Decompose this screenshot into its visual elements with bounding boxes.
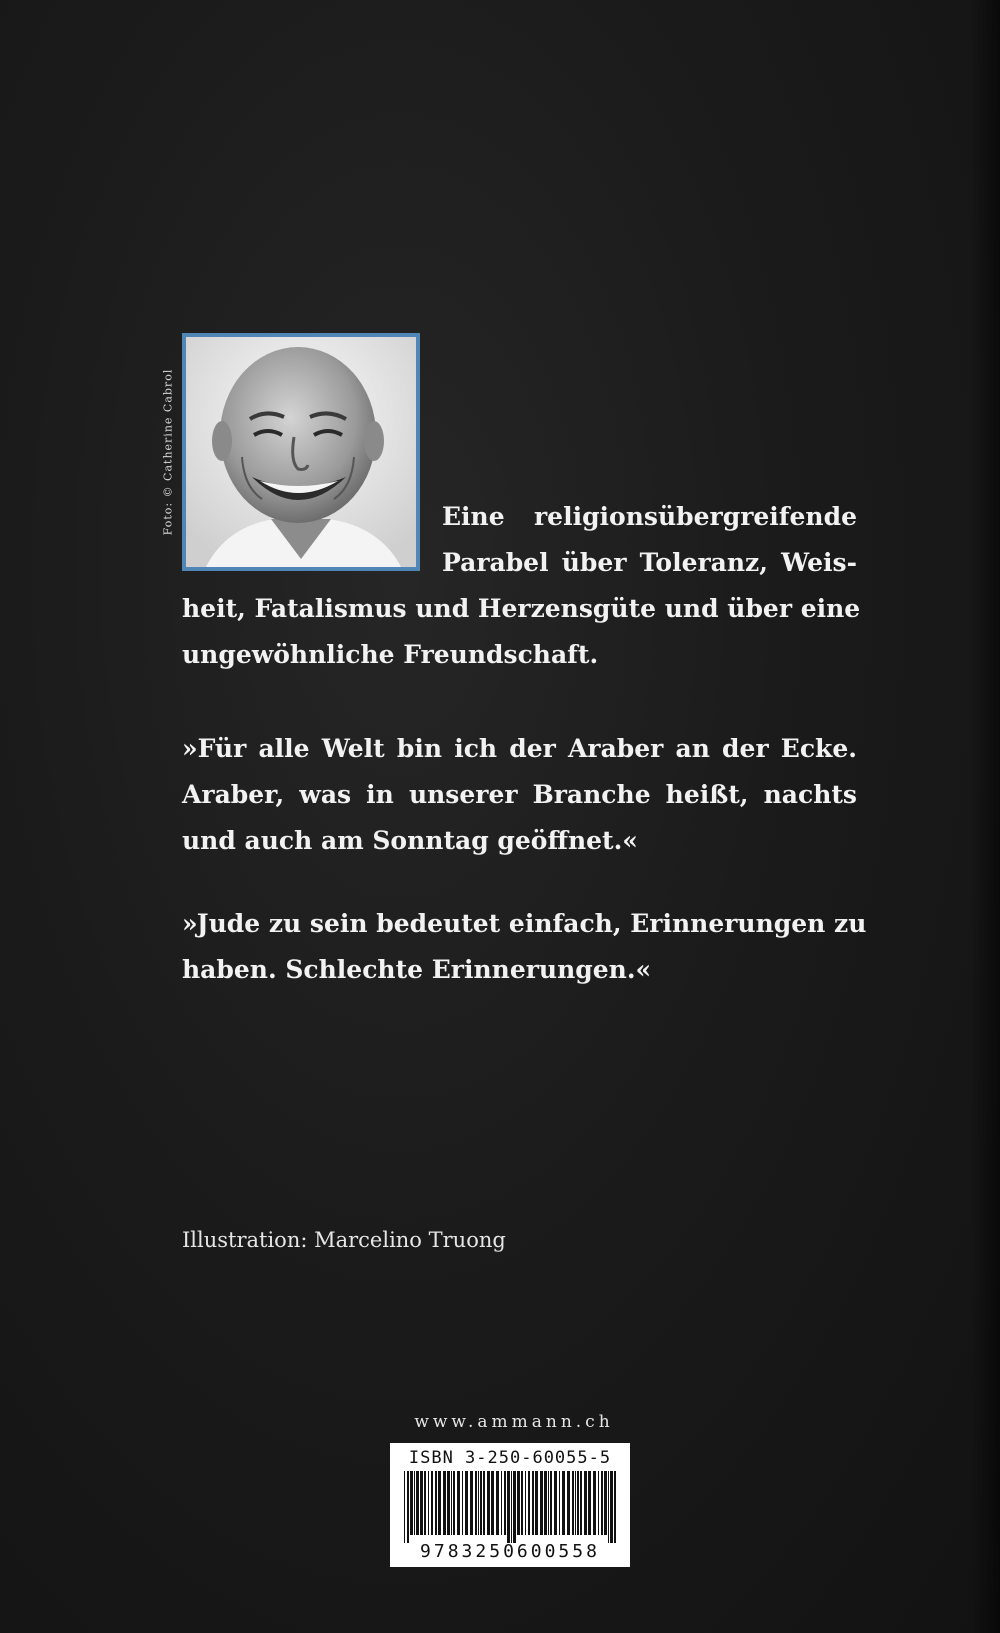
barcode-bar	[593, 1471, 596, 1535]
barcode-bar	[435, 1471, 437, 1535]
barcode-bar	[491, 1471, 494, 1535]
barcode-bar	[496, 1471, 499, 1535]
barcode-bar	[535, 1471, 538, 1535]
barcode-bar	[483, 1471, 485, 1535]
barcode-bar	[525, 1471, 526, 1535]
barcode-bar	[470, 1471, 473, 1535]
blurb-line: heit, Fatalismus und Herzensgüte und über eine	[182, 594, 861, 623]
barcode-bar	[584, 1471, 587, 1535]
isbn-number: ISBN 3-250-60055-5	[408, 1448, 612, 1468]
quote-line: und auch am Sonntag geöffnet.«	[182, 826, 638, 855]
barcode-bar	[550, 1471, 552, 1535]
barcode-bar	[528, 1471, 530, 1535]
barcode-bar	[610, 1471, 613, 1543]
barcode-bar	[428, 1471, 429, 1535]
barcode-bar	[475, 1471, 477, 1535]
barcode-bar	[614, 1471, 616, 1543]
quote-jew	[182, 901, 867, 993]
barcode-bar	[577, 1471, 579, 1535]
barcode-bar	[501, 1471, 502, 1535]
barcode-bar	[438, 1471, 441, 1535]
barcode-bar	[451, 1471, 452, 1535]
barcode-icon	[398, 1471, 622, 1543]
barcode-bar	[511, 1471, 512, 1543]
barcode-bar	[465, 1471, 468, 1535]
barcode-bar	[507, 1471, 510, 1543]
barcode-bar	[478, 1471, 479, 1535]
barcode-bar	[453, 1471, 455, 1535]
blurb-line: Parabel über Toleranz, Weis-	[442, 548, 857, 577]
barcode-bar	[504, 1471, 506, 1535]
blurb-text	[182, 494, 861, 678]
illustration-credit: Illustration: Marcelino Truong	[182, 1228, 506, 1252]
barcode-bar	[513, 1471, 516, 1543]
barcode-bar	[580, 1471, 582, 1535]
barcode-bar	[532, 1471, 534, 1535]
quote-line: »Für alle Welt bin ich der Araber an der Ecke.	[182, 734, 857, 763]
barcode-bar	[424, 1471, 426, 1535]
barcode-bar	[572, 1471, 574, 1535]
blurb-line: Eine religionsübergreifende	[442, 502, 857, 531]
barcode-bar	[431, 1471, 433, 1535]
quote-line: haben. Schlechte Erinnerungen.«	[182, 955, 652, 984]
barcode-label	[390, 1443, 630, 1567]
barcode-bar	[517, 1471, 520, 1535]
barcode-bar	[447, 1471, 450, 1535]
quote-arab	[182, 726, 857, 864]
barcode-bar	[601, 1471, 603, 1535]
barcode-bar	[559, 1471, 560, 1535]
barcode-bar	[608, 1471, 609, 1543]
publisher-website: www.ammann.ch	[414, 1412, 614, 1432]
barcode-bar	[604, 1471, 607, 1535]
barcode-bar	[544, 1471, 547, 1535]
barcode-bar	[554, 1471, 557, 1535]
book-back-cover: Foto: © Catherine Cabrol Eine religionsübergreifende Parabel über Toleranz, Weis- heit, Fatalismus und Herzensgüte und über eine ungewöhnliche Freundschaft. »Für alle Welt bin ich der Araber an der Ecke. Araber, was in unserer Branche heißt, nachts und auch am Sonntag geöffnet.« »Jude zu sein bedeutet einfach, Erinnerungen zu haben. Schlechte Erinnerungen.« Illustration: Marcelino Truong www.ammann.ch ISBN 3-250-60055-5 9783250600558	[0, 0, 1000, 1633]
barcode-bar	[575, 1471, 576, 1535]
barcode-bar	[462, 1471, 463, 1535]
barcode-bar	[487, 1471, 490, 1535]
barcode-bar	[521, 1471, 523, 1535]
ean-number: 9783250600558	[420, 1541, 600, 1562]
barcode-bar	[480, 1471, 482, 1535]
barcode-bar	[598, 1471, 599, 1535]
barcode-bar	[457, 1471, 460, 1535]
barcode-bar	[420, 1471, 423, 1535]
barcode-bar	[588, 1471, 591, 1535]
quote-line: Araber, was in unserer Branche heißt, nachts	[182, 780, 857, 809]
quote-line: »Jude zu sein bedeutet einfach, Erinnerungen zu	[182, 909, 867, 938]
barcode-bar	[567, 1471, 570, 1535]
barcode-bar	[443, 1471, 446, 1535]
blurb-line: ungewöhnliche Freundschaft.	[182, 640, 599, 669]
barcode-bar	[410, 1471, 413, 1535]
barcode-bar	[416, 1471, 419, 1535]
barcode-bar	[562, 1471, 565, 1535]
barcode-bar	[404, 1471, 405, 1543]
barcode-bar	[407, 1471, 409, 1543]
barcode-bar	[540, 1471, 543, 1535]
barcode-bar	[548, 1471, 549, 1535]
barcode-bar	[414, 1471, 415, 1535]
